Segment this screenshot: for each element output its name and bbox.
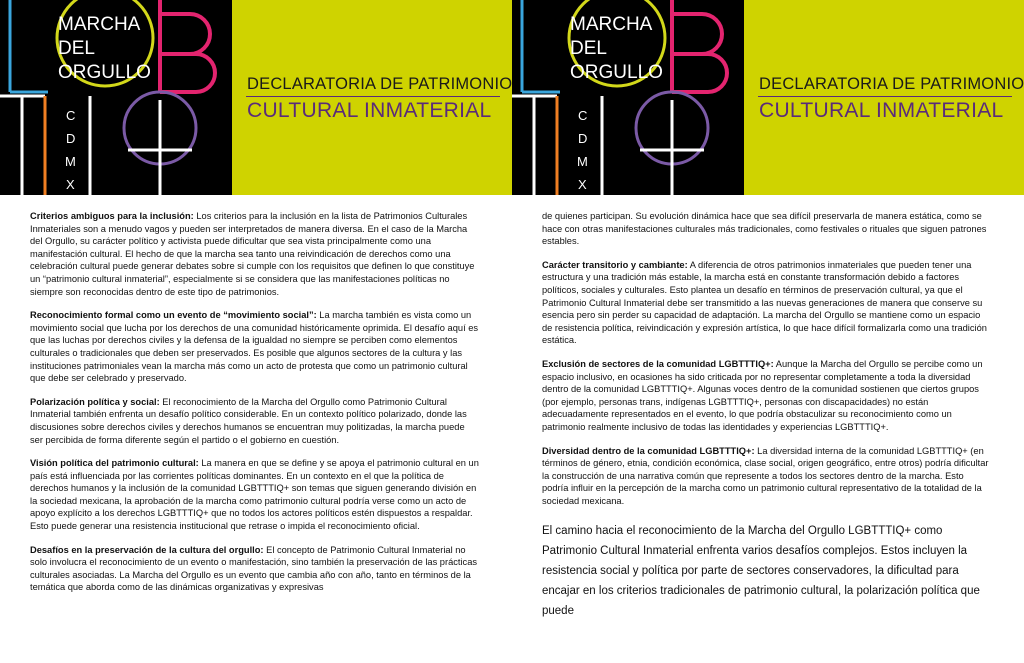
section-text: La diversidad interna de la comunidad LGBTTTIQ+ (en términos de género, etnia, condición económica, clase social, origen geográfico, entre otros) podría dificultar la construcción de una narrativa común que represente a todos los sectores dentro de la marcha. Esto podría influir en la percepción de la marcha como un patrimonio cultural representativo de la totalidad de la sociedad mexicana. bbox=[542, 445, 989, 506]
continuation-paragraph: de quienes participan. Su evolución dinámica hace que sea difícil preservarla de manera estática, como se hace con otras manifestaciones culturales más tradicionales, como festivales o rituales que siguen patrones estables. bbox=[542, 211, 987, 247]
section-text: Aunque la Marcha del Orgullo se percibe como un espacio inclusivo, en ocasiones ha sido criticada por no representar completamente a toda la diversidad dentro de la comunidad LGBTTTIQ+. Algunas voces dentro de la comunidad sostienen que ciertos grupos (por ejemplo, personas trans, indígenas LGBTTTIQ+, personas con discapacidades) no están adecuadamente representados en el evento, lo que podría obstaculizar su reconocimiento como un patrimonio realmente inclusivo de todas las identidades y experiencias LGBTTTIQ+. bbox=[542, 358, 983, 432]
banner bbox=[512, 0, 1024, 195]
logo-city-d: D bbox=[578, 131, 588, 146]
section-paragraph bbox=[542, 445, 992, 508]
section-title: Carácter transitorio y cambiante: bbox=[542, 259, 688, 270]
logo-city-d: D bbox=[66, 131, 76, 146]
logo-line1: MARCHA bbox=[58, 14, 141, 35]
logo-graphic bbox=[512, 0, 744, 195]
banner bbox=[0, 0, 512, 195]
section-title: Reconocimiento formal como un evento de “movimiento social”: bbox=[30, 310, 317, 321]
section-text: El concepto de Patrimonio Cultural Inmaterial no solo involucra el reconocimiento de un evento o manifestación, sino también la preservación de las prácticas culturales asociadas. La Marcha del Orgullo es un evento que cambia año con año, tanto en términos de la temática que aborda como de las dinámicas organizativas y expresivas bbox=[30, 544, 478, 593]
logo-city-x: X bbox=[578, 177, 587, 192]
heading-bottom: CULTURAL INMATERIAL bbox=[759, 99, 1004, 122]
section-paragraph bbox=[30, 544, 480, 594]
section-text: La marcha también es vista como un movimiento social que lucha por los derechos de una comunidad históricamente oprimida. El desafío aquí es que las luchas por derechos civiles y la defensa de la igualdad no siempre se perciben como elementos culturales o tradicionales que deben ser preservados. Es posible que algunos sectores de la cultura y las instituciones patrimoniales vean la marcha más como un acto de protesta que como un patrimonio cultural que debe ser celebrado y preservado. bbox=[30, 310, 479, 384]
section-text: El reconocimiento de la Marcha del Orgullo como Patrimonio Cultural Inmaterial también enfrenta un desafío político considerable. En un contexto político polarizado, donde las discusiones sobre derechos civiles y derechos humanos se encuentran muy politizadas, la marcha puede ser percibida de forma diferente según el partido o el gobierno en cuestión. bbox=[30, 396, 467, 445]
heading-divider bbox=[758, 96, 1012, 97]
section-title: Diversidad dentro de la comunidad LGBTTTIQ+: bbox=[542, 445, 755, 456]
logo-line1: MARCHA bbox=[570, 14, 653, 35]
section-text: A diferencia de otros patrimonios inmateriales que pueden tener una estructura y una tradición más estable, la marcha está en constante transformación debido a factores políticos, sociales y culturales. Esto plantea un desafío en términos de preservación cultural, ya que el Patrimonio Cultural Inmaterial debe ser transmitido a las nuevas generaciones de manera que conserve su esencia pero sin perder su capacidad de adaptación. La marcha del Orgullo se mantiene como un espacio de resistencia política, reivindicación y expresión artística, lo que hace difícil formalizarla como una tradición estática. bbox=[542, 259, 987, 346]
left-body bbox=[30, 210, 480, 605]
section-paragraph bbox=[30, 457, 480, 533]
section-paragraph bbox=[30, 309, 480, 385]
section-title: Criterios ambiguos para la inclusión: bbox=[30, 211, 194, 221]
heading-top: DECLARATORIA DE PATRIMONIO bbox=[759, 75, 1024, 93]
logo-city-m: M bbox=[577, 154, 588, 169]
section-paragraph bbox=[30, 210, 480, 298]
logo-city-x: X bbox=[66, 177, 75, 192]
logo-line3: ORGULLO bbox=[570, 62, 663, 83]
pride-march-logo bbox=[0, 0, 232, 195]
section-title: Visión política del patrimonio cultural: bbox=[30, 458, 199, 469]
logo-city-c: C bbox=[578, 108, 588, 123]
logo-graphic bbox=[0, 0, 232, 195]
heading-divider bbox=[246, 96, 500, 97]
section-text: La manera en que se define y se apoya el patrimonio cultural en un país está influenciada por las corrientes políticas dominantes. En un contexto en el que la política de derechos humanos y la inclusión de la comunidad LGBTTTIQ+ son temas que siguen generando división en la sociedad mexicana, la aprobación de la marcha como patrimonio cultural podría verse como un acto de apoyo explícito a los derechos LGBTTTIQ+ que no todos los actores políticos estén dispuestos a respaldar. Esto puede generar una resistencia institucional que retrase o impida el reconocimiento oficial. bbox=[30, 458, 479, 532]
right-body bbox=[542, 210, 992, 632]
logo-city-c: C bbox=[66, 108, 76, 123]
logo-line3: ORGULLO bbox=[58, 62, 151, 83]
logo-line2: DEL bbox=[570, 38, 607, 59]
section-title: Polarización política y social: bbox=[30, 396, 160, 407]
logo-line2: DEL bbox=[58, 38, 95, 59]
heading-bottom: CULTURAL INMATERIAL bbox=[247, 99, 492, 122]
pride-march-logo bbox=[512, 0, 744, 195]
section-paragraph bbox=[30, 396, 480, 446]
section-paragraph bbox=[542, 358, 992, 434]
conclusion-paragraph: El camino hacia el reconocimiento de la Marcha del Orgullo LGBTTTIQ+ como Patrimonio Cultural Inmaterial enfrenta varios desafíos complejos. Estos incluyen la resistencia social y política por parte de sectores conservadores, la dificultad para encajar en los criterios tradicionales de patrimonio cultural, la polarización política que puede bbox=[542, 525, 980, 618]
section-paragraph bbox=[542, 259, 992, 347]
logo-B-letter bbox=[672, 0, 727, 92]
section-title: Desafíos en la preservación de la cultura del orgullo: bbox=[30, 544, 264, 555]
logo-city-m: M bbox=[65, 154, 76, 169]
section-text: Los criterios para la inclusión en la lista de Patrimonios Culturales Inmateriales son a menudo vagos y pueden ser interpretados de manera diversa. En el caso de la Marcha del Orgullo, su carácter político y activista puede dificultar que sea vista principalmente como una manifestación cultural. El hecho de que la marcha sea tanto una reivindicación de derechos como una celebración cultural puede generar debates sobre si cumple con los requisitos que definen lo que constituye un “patrimonio cultural inmaterial”, especialmente si se considera que las manifestaciones políticas no siempre son reconocidas dentro de este tipo de patrimonios. bbox=[30, 211, 475, 297]
section-title: Exclusión de sectores de la comunidad LGBTTTIQ+: bbox=[542, 358, 774, 369]
heading-top: DECLARATORIA DE PATRIMONIO bbox=[247, 75, 512, 93]
right-page bbox=[512, 0, 1024, 663]
logo-B-letter bbox=[160, 0, 215, 92]
